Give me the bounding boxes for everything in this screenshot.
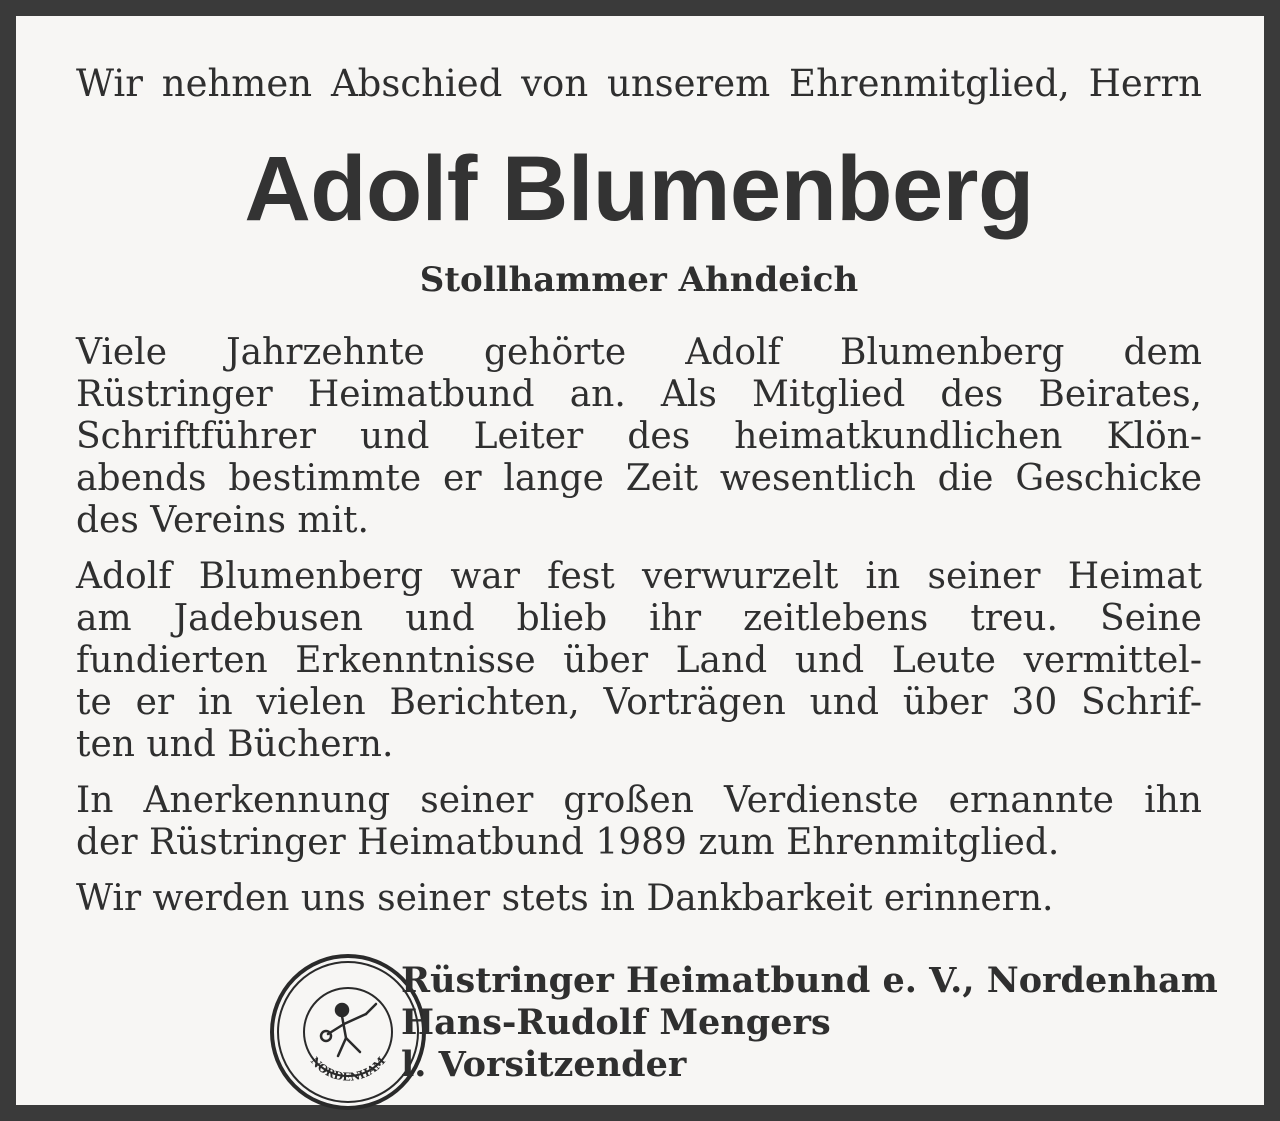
text-line: In Anerkennung seiner großen Verdienste ernannte ihn [76,780,1202,821]
paragraph [76,878,1202,920]
text-line: des Vereins mit. [76,500,369,541]
text-line: te er in vielen Berichten, Vorträgen und über 30 Schrif- [76,682,1202,723]
signature-person: Hans-Rudolf Mengers [401,1002,831,1043]
text-line: Rüstringer Heimatbund an. Als Mitglied des Beirates, [76,374,1202,415]
seal-text-bottom: NORDENHAM [307,1054,389,1084]
text-line: Schriftführer und Leiter des heimatkundlichen Klön- [76,416,1202,457]
notice-body [76,332,1202,934]
signature-role: l. Vorsitzender [401,1044,687,1085]
text-line: Adolf Blumenberg war fest verwurzelt in seiner Heimat [76,556,1202,597]
text-line: der Rüstringer Heimatbund 1989 zum Ehrenmitglied. [76,822,1060,863]
seal-text-top [268,952,428,955]
intro-line: Wir nehmen Abschied von unserem Ehrenmitglied, Herrn [76,62,1202,105]
signature-organization: Rüstringer Heimatbund e. V., Nordenham [401,960,1218,1001]
text-line: abends bestimmte er lange Zeit wesentlich die Geschicke [76,458,1202,499]
text-line: Wir werden uns seiner stets in Dankbarkeit erinnern. [76,878,1054,919]
signature-block [401,960,1218,1086]
text-line: ten und Büchern. [76,724,394,765]
text-line: am Jadebusen und blieb ihr zeitlebens treu. Seine [76,598,1202,639]
deceased-name: Adolf Blumenberg [244,138,1034,240]
text-line: fundierten Erkenntnisse über Land und Leute vermittel- [76,640,1202,681]
text-line: Viele Jahrzehnte gehörte Adolf Blumenberg dem [76,332,1202,373]
paragraph [76,780,1202,864]
residence-place: Stollhammer Ahndeich [419,260,859,300]
paragraph [76,332,1202,542]
paragraph [76,556,1202,766]
